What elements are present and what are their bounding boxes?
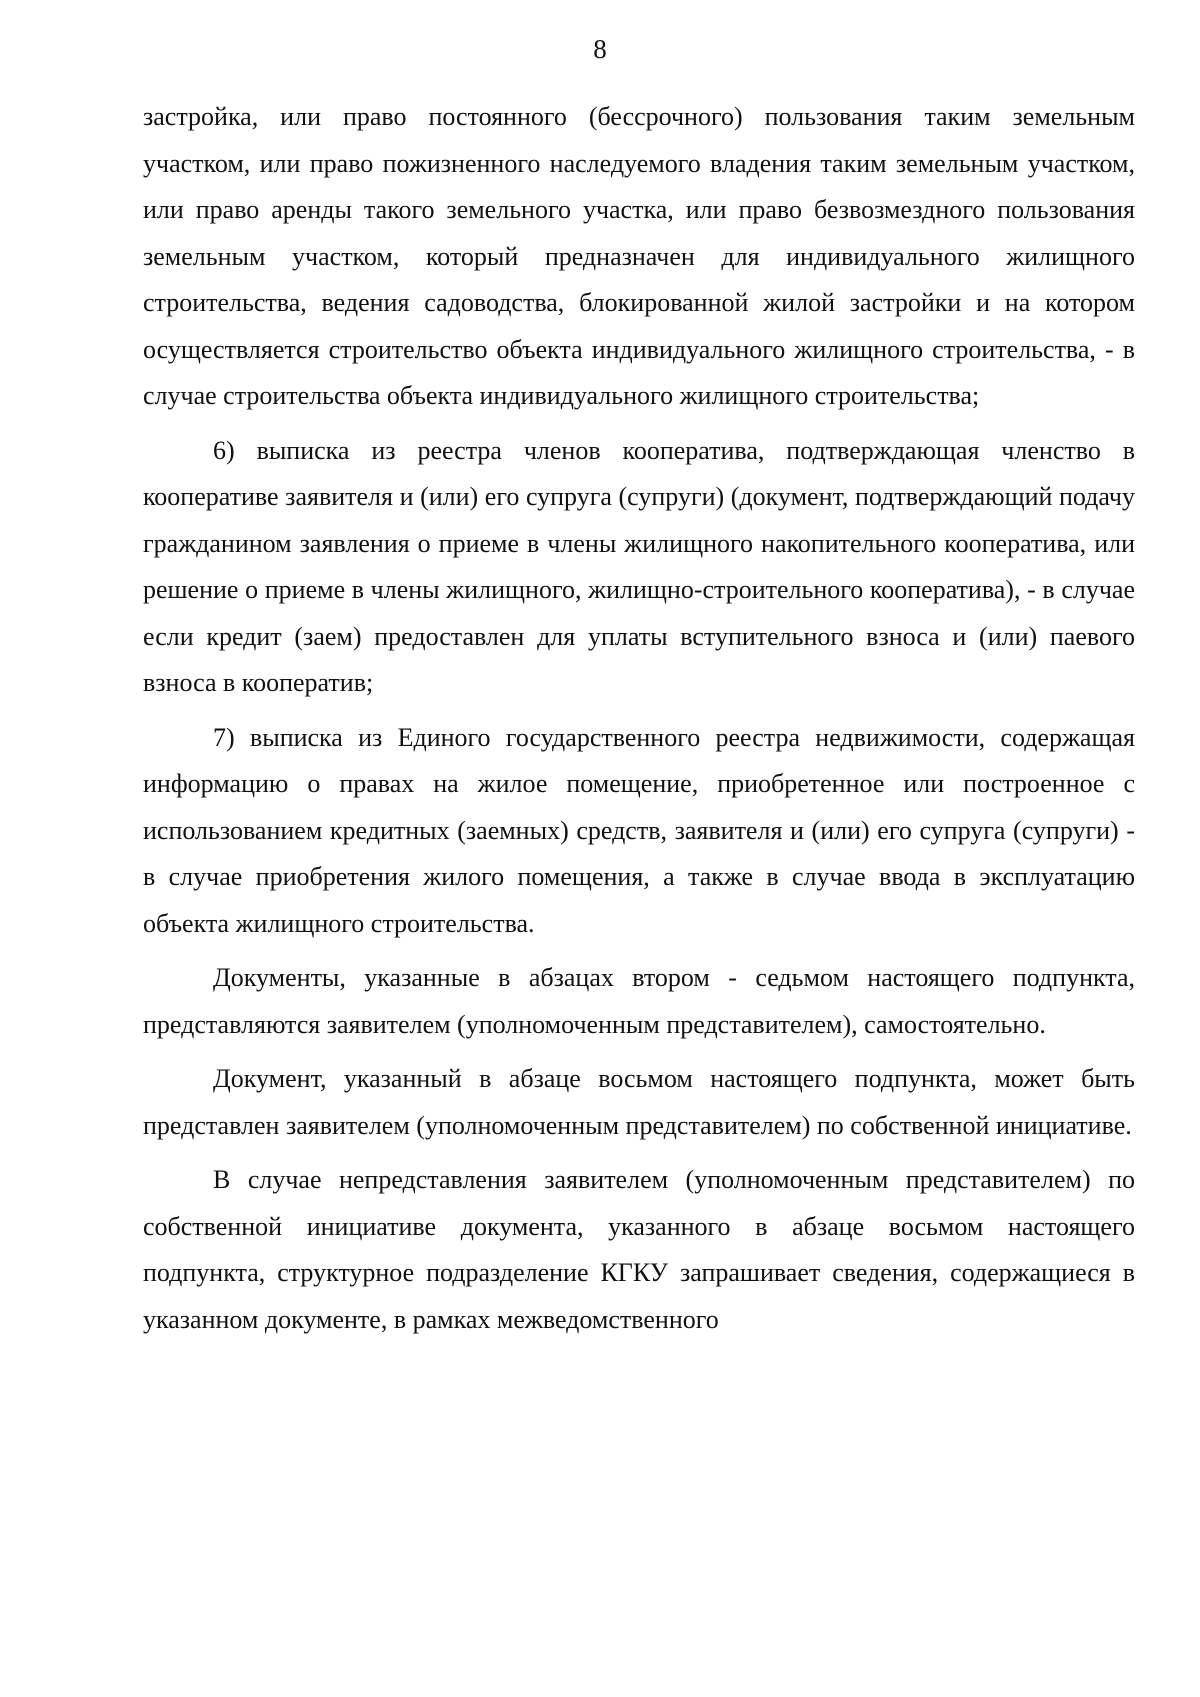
document-body xyxy=(143,94,1135,1351)
paragraph-document-own-initiative: Документ, указанный в абзаце восьмом настоящего подпункта, может быть представлен заявителем (уполномоченным представителем) по собственной инициативе. xyxy=(143,1064,1135,1140)
paragraph-continuation: застройка, или право постоянного (бессрочного) пользования таким земельным участком, или право пожизненного наследуемого владения таким земельным участком, или право аренды такого земельного участка, или право безвозмездного пользования земельным участком, который предназначен для индивидуального жилищного строительства, ведения садоводства, блокированной жилой застройки и на котором осуществляется строительство объекта индивидуального жилищного строительства, - в случае строительства объекта индивидуального жилищного строительства; xyxy=(143,102,1135,410)
paragraph-documents-self-submitted: Документы, указанные в абзацах втором - седьмом настоящего подпункта, представляются заявителем (уполномоченным представителем), самостоятельно. xyxy=(143,963,1135,1039)
page-number: 8 xyxy=(593,34,607,64)
paragraph-item-6: 6) выписка из реестра членов кооператива, подтверждающая членство в кооперативе заявителя и (или) его супруга (супруги) (документ, подтверждающий подачу гражданином заявления о приеме в члены жилищного накопительного кооператива, или решение о приеме в члены жилищного, жилищно-строительного кооператива), - в случае если кредит (заем) предоставлен для уплаты вступительного взноса и (или) паевого взноса в кооператив; xyxy=(143,435,1135,697)
paragraph-item-7: 7) выписка из Единого государственного реестра недвижимости, содержащая информацию о правах на жилое помещение, приобретенное или построенное с использованием кредитных (заемных) средств, заявителя и (или) его супруга (супруги) - в случае приобретения жилого помещения, а также в случае ввода в эксплуатацию объекта жилищного строительства. xyxy=(143,722,1135,938)
paragraph-interagency-request: В случае непредставления заявителем (уполномоченным представителем) по собственной инициативе документа, указанного в абзаце восьмом настоящего подпункта, структурное подразделение КГКУ запрашивает сведения, содержащиеся в указанном документе, в рамках межведомственного xyxy=(143,1165,1135,1334)
